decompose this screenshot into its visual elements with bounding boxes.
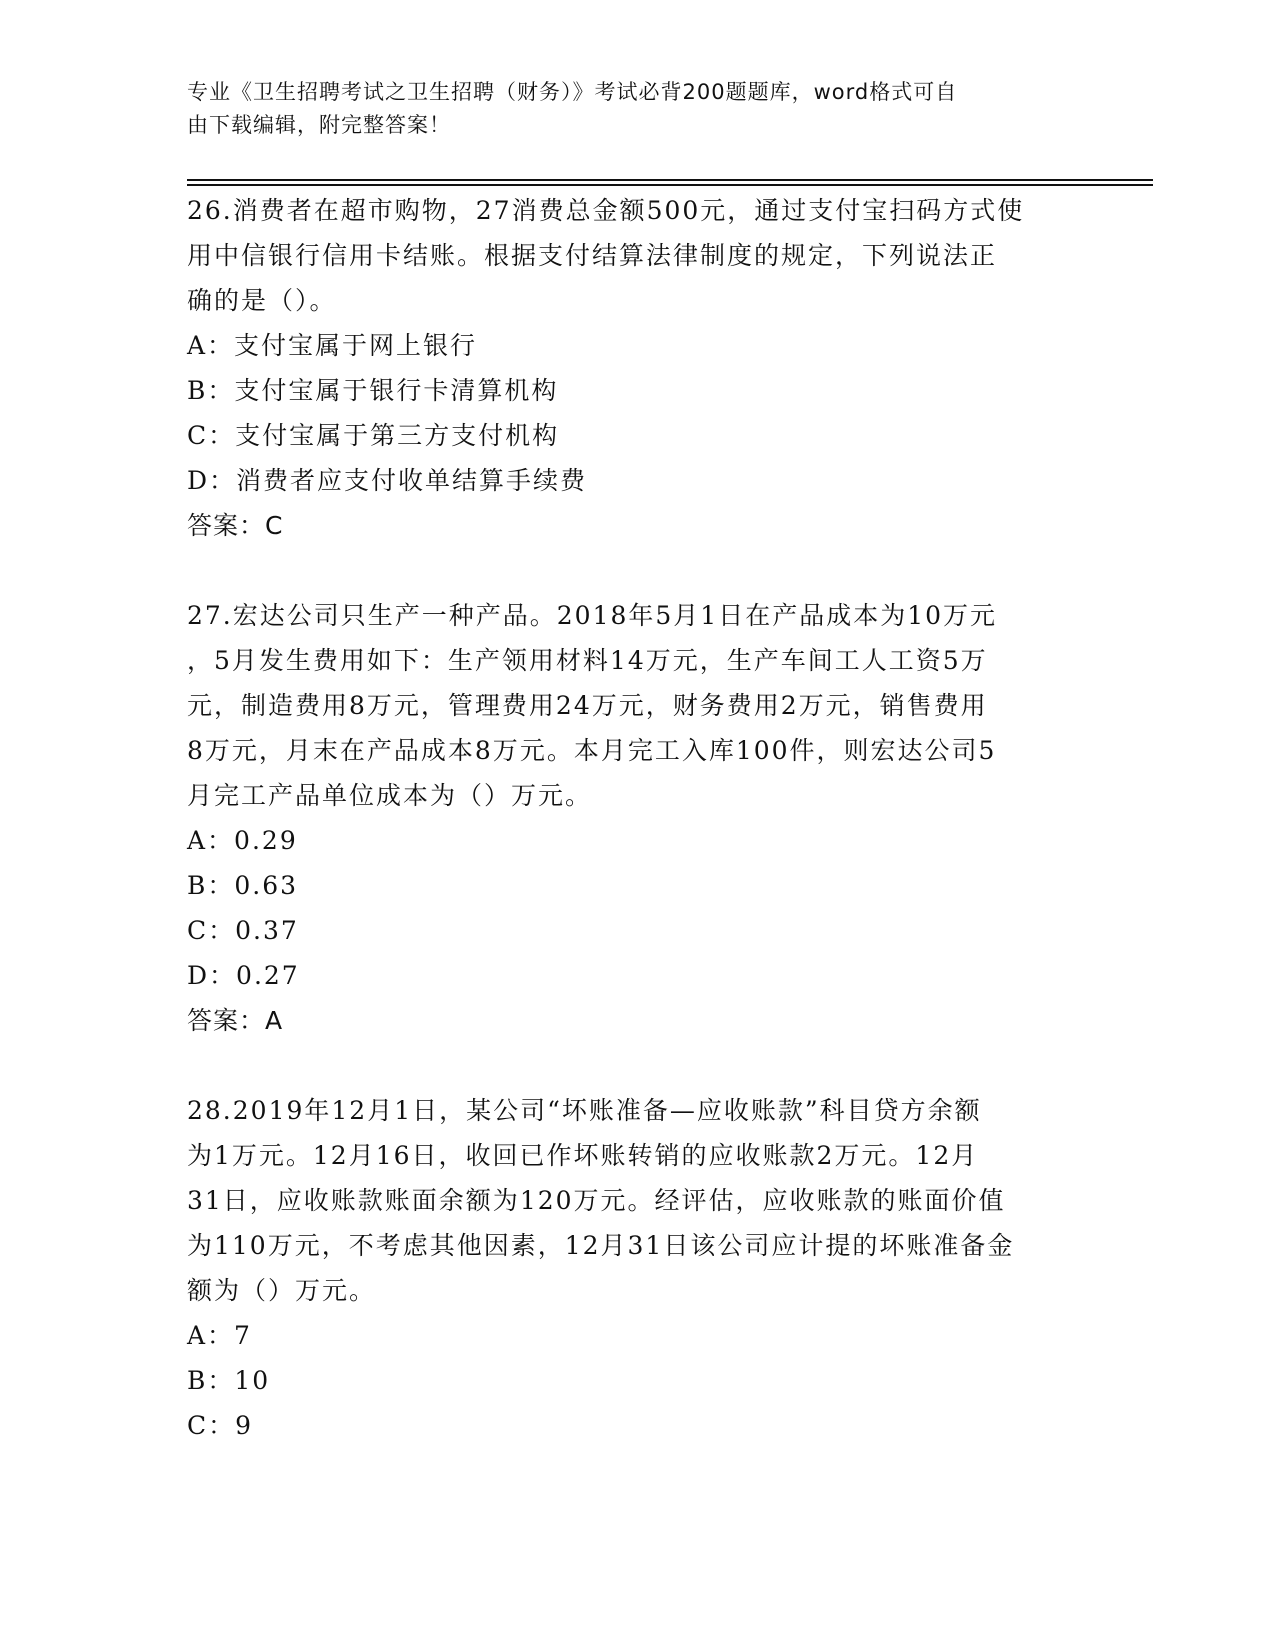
stem-line: ，5月发生费用如下：生产领用材料14万元，生产车间工人工资5万 [187,646,988,675]
option-c: C：支付宝属于第三方支付机构 [187,421,560,450]
stem-line: 为110万元，不考虑其他因素，12月31日该公司应计提的坏账准备金 [187,1231,1015,1260]
option-b: B：支付宝属于银行卡清算机构 [187,376,559,405]
option-c: C：9 [187,1411,254,1440]
question-27 [187,593,1087,1043]
stem-line: 26.消费者在超市购物，27消费总金额500元，通过支付宝扫码方式使 [187,196,1025,225]
stem-line: 为1万元。12月16日，收回已作坏账转销的应收账款2万元。12月 [187,1141,979,1170]
question-stem [187,593,1087,818]
stem-line: 28.2019年12月1日，某公司“坏账准备—应收账款”科目贷方余额 [187,1096,982,1125]
header-divider-bottom [187,184,1153,186]
stem-line: 31日，应收账款账面余额为120万元。经评估，应收账款的账面价值 [187,1186,1006,1215]
document-header [187,76,1067,142]
option-d: D：消费者应支付收单结算手续费 [187,466,588,495]
header-divider-top [187,179,1153,181]
stem-line: 确的是（）。 [187,286,337,315]
answer: 答案：A [187,1006,284,1035]
stem-line: 额为（）万元。 [187,1276,377,1305]
answer: 答案：C [187,511,284,540]
stem-line: 月完工产品单位成本为（）万元。 [187,781,593,810]
stem-line: 27.宏达公司只生产一种产品。2018年5月1日在产品成本为10万元 [187,601,998,630]
option-a: A：0.29 [187,826,298,855]
question-28 [187,1088,1087,1448]
option-b: B：0.63 [187,871,299,900]
header-line-2: 由下载编辑，附完整答案！ [187,113,451,137]
question-26 [187,188,1087,548]
option-b: B：10 [187,1366,271,1395]
question-stem [187,188,1087,323]
option-c: C：0.37 [187,916,299,945]
option-a: A：7 [187,1321,252,1350]
stem-line: 元，制造费用8万元，管理费用24万元，财务费用2万元，销售费用 [187,691,988,720]
option-d: D：0.27 [187,961,300,990]
question-stem [187,1088,1087,1313]
option-a: A：支付宝属于网上银行 [187,331,478,360]
header-line-1: 专业《卫生招聘考试之卫生招聘（财务）》考试必背200题题库，word格式可自 [187,80,958,104]
question-list [187,188,1087,1493]
stem-line: 用中信银行信用卡结账。根据支付结算法律制度的规定，下列说法正 [187,241,998,270]
stem-line: 8万元，月末在产品成本8万元。本月完工入库100件，则宏达公司5 [187,736,997,765]
